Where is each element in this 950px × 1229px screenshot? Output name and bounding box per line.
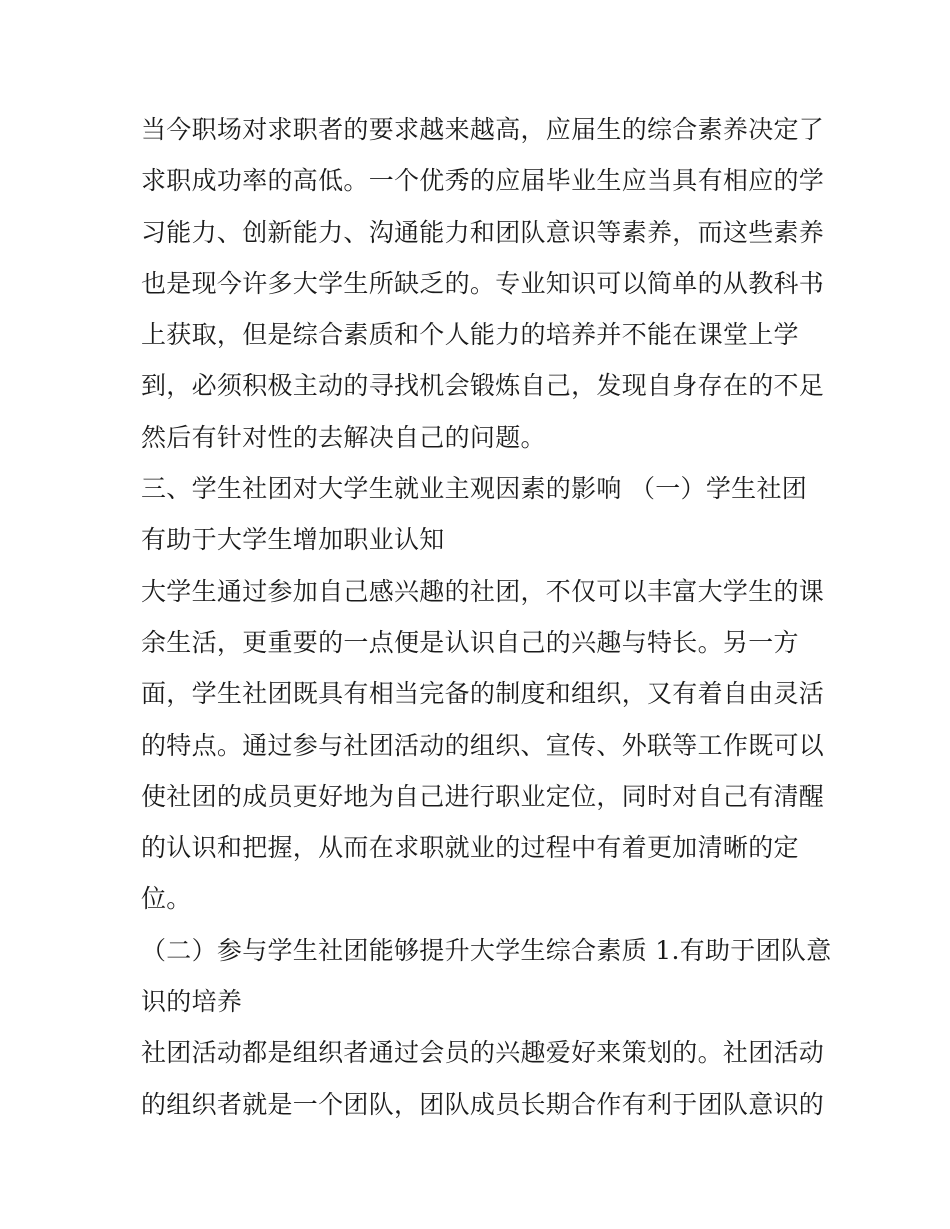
section-heading-line: （二）参与学生社团能够提升大学生综合素质 1.有助于团队意 xyxy=(141,935,832,965)
section-heading-line: 有助于大学生增加职业认知 xyxy=(141,525,445,555)
paragraph-line: 上获取，但是综合素质和个人能力的培养并不能在课堂上学 xyxy=(141,320,799,350)
paragraph-line: 求职成功率的高低。一个优秀的应届毕业生应当具有相应的学 xyxy=(141,166,825,196)
paragraph-line: 余生活，更重要的一点便是认识自己的兴趣与特长。另一方 xyxy=(141,627,799,657)
paragraph-line: 到，必须积极主动的寻找机会锻炼自己，发现自身存在的不足 xyxy=(141,371,825,401)
paragraph-line: 面，学生社团既具有相当完备的制度和组织，又有着自由灵活 xyxy=(141,679,825,709)
paragraph-line: 的特点。通过参与社团活动的组织、宣传、外联等工作既可以 xyxy=(141,730,825,760)
paragraph-line: 也是现今许多大学生所缺乏的。专业知识可以简单的从教科书 xyxy=(141,268,825,298)
paragraph-line: 使社团的成员更好地为自己进行职业定位，同时对自己有清醒 xyxy=(141,781,825,811)
paragraph-line: 的认识和把握，从而在求职就业的过程中有着更加清晰的定 xyxy=(141,833,799,863)
paragraph-line: 的组织者就是一个团队，团队成员长期合作有利于团队意识的 xyxy=(141,1089,825,1119)
paragraph-line: 大学生通过参加自己感兴趣的社团，不仅可以丰富大学生的课 xyxy=(141,576,825,606)
document-body xyxy=(141,104,832,1130)
paragraph-line: 位。 xyxy=(141,884,192,914)
paragraph-line: 社团活动都是组织者通过会员的兴趣爱好来策划的。社团活动 xyxy=(141,1038,825,1068)
paragraph-line: 习能力、创新能力、沟通能力和团队意识等素养，而这些素养 xyxy=(141,217,825,247)
section-heading-line: 识的培养 xyxy=(141,987,243,1017)
paragraph-line: 然后有针对性的去解决自己的问题。 xyxy=(141,422,546,452)
paragraph-line: 当今职场对求职者的要求越来越高，应届生的综合素养决定了 xyxy=(141,115,825,144)
section-heading-line: 三、学生社团对大学生就业主观因素的影响 （一）学生社团 xyxy=(141,474,808,504)
